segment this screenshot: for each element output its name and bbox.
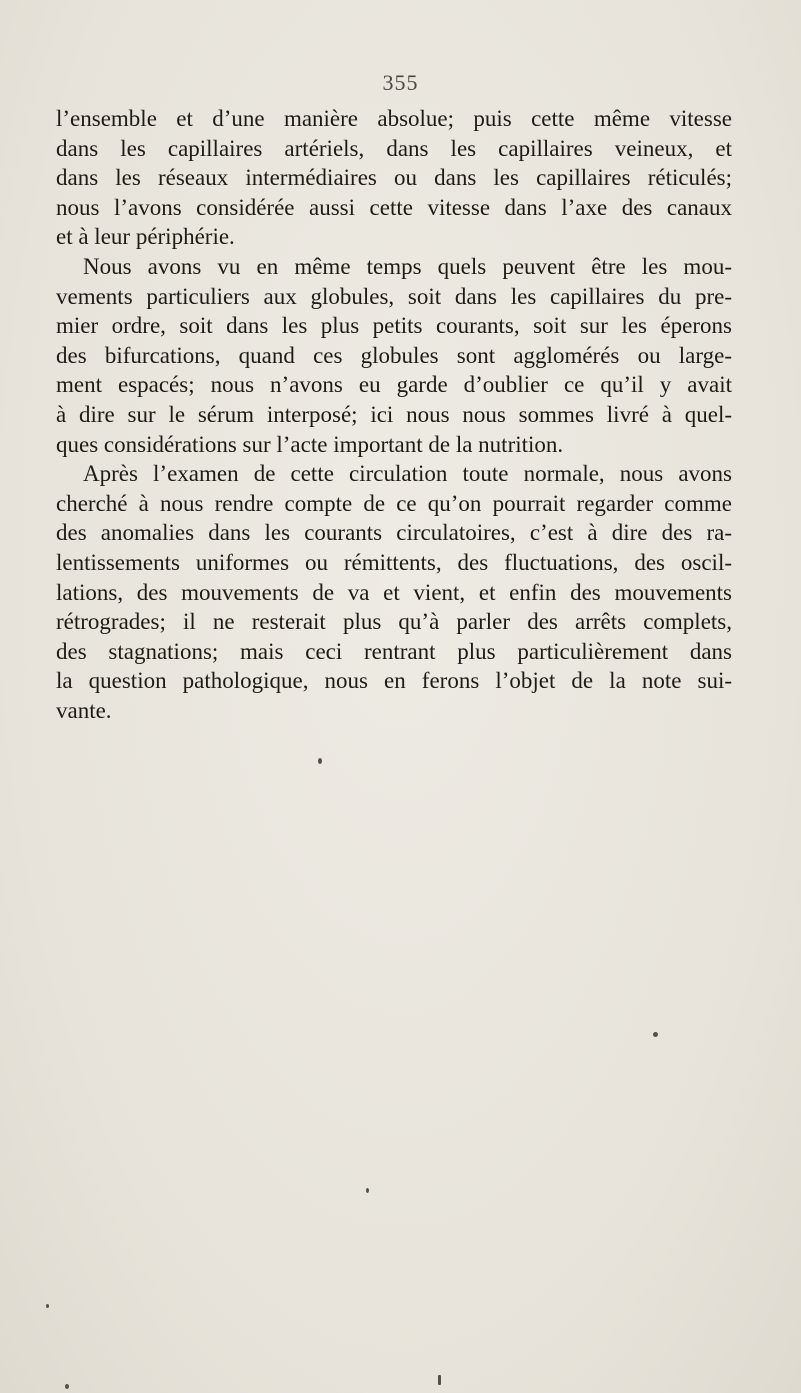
scan-speck <box>65 1384 69 1389</box>
text-line: vements particuliers aux globules, soit dans les capillaires du pre- <box>56 283 732 309</box>
text-line: Après l’examen de cette circulation toute normale, nous avons <box>83 461 732 487</box>
text-line: et à leur périphérie. <box>56 224 235 250</box>
text-line: dans les réseaux intermédiaires ou dans les capillaires réticulés; <box>56 165 732 191</box>
text-line: nous l’avons considérée aussi cette vitesse dans l’axe des canaux <box>56 194 732 220</box>
scan-speck <box>46 1304 49 1308</box>
text-line: vante. <box>56 697 112 723</box>
page-number: 355 <box>382 70 419 95</box>
text-line: cherché à nous rendre compte de ce qu’on pourrait regarder comme <box>56 490 732 516</box>
text-line: des stagnations; mais ceci rentrant plus particulièrement dans <box>56 638 732 664</box>
text-line: des anomalies dans les courants circulatoires, c’est à dire des ra- <box>56 520 732 546</box>
text-line: la question pathologique, nous en ferons l’objet de la note sui- <box>56 668 732 694</box>
text-line: ment espacés; nous n’avons eu garde d’oublier ce qu’il y avait <box>56 372 732 398</box>
text-line: mier ordre, soit dans les plus petits courants, soit sur les éperons <box>56 313 732 339</box>
text-line: lations, des mouvements de va et vient, et enfin des mouvements <box>56 579 732 605</box>
scan-speck <box>438 1375 441 1385</box>
scan-speck <box>653 1032 658 1037</box>
text-line: des bifurcations, quand ces globules sont agglomérés ou large- <box>56 342 732 368</box>
scan-speck <box>318 758 322 764</box>
text-line: Nous avons vu en même temps quels peuvent être les mou- <box>83 253 732 279</box>
text-line: à dire sur le sérum interposé; ici nous nous sommes livré à quel- <box>56 401 732 427</box>
text-line: ques considérations sur l’acte important de la nutrition. <box>56 431 564 457</box>
scan-speck <box>366 1188 369 1193</box>
text-line: rétrogrades; il ne resterait plus qu’à parler des arrêts complets, <box>56 609 732 635</box>
text-line: lentissements uniformes ou rémittents, des fluctuations, des oscil- <box>56 549 732 575</box>
body-text <box>56 104 732 725</box>
text-line: l’ensemble et d’une manière absolue; puis cette même vitesse <box>56 106 732 131</box>
text-line: dans les capillaires artériels, dans les capillaires veineux, et <box>56 135 732 161</box>
